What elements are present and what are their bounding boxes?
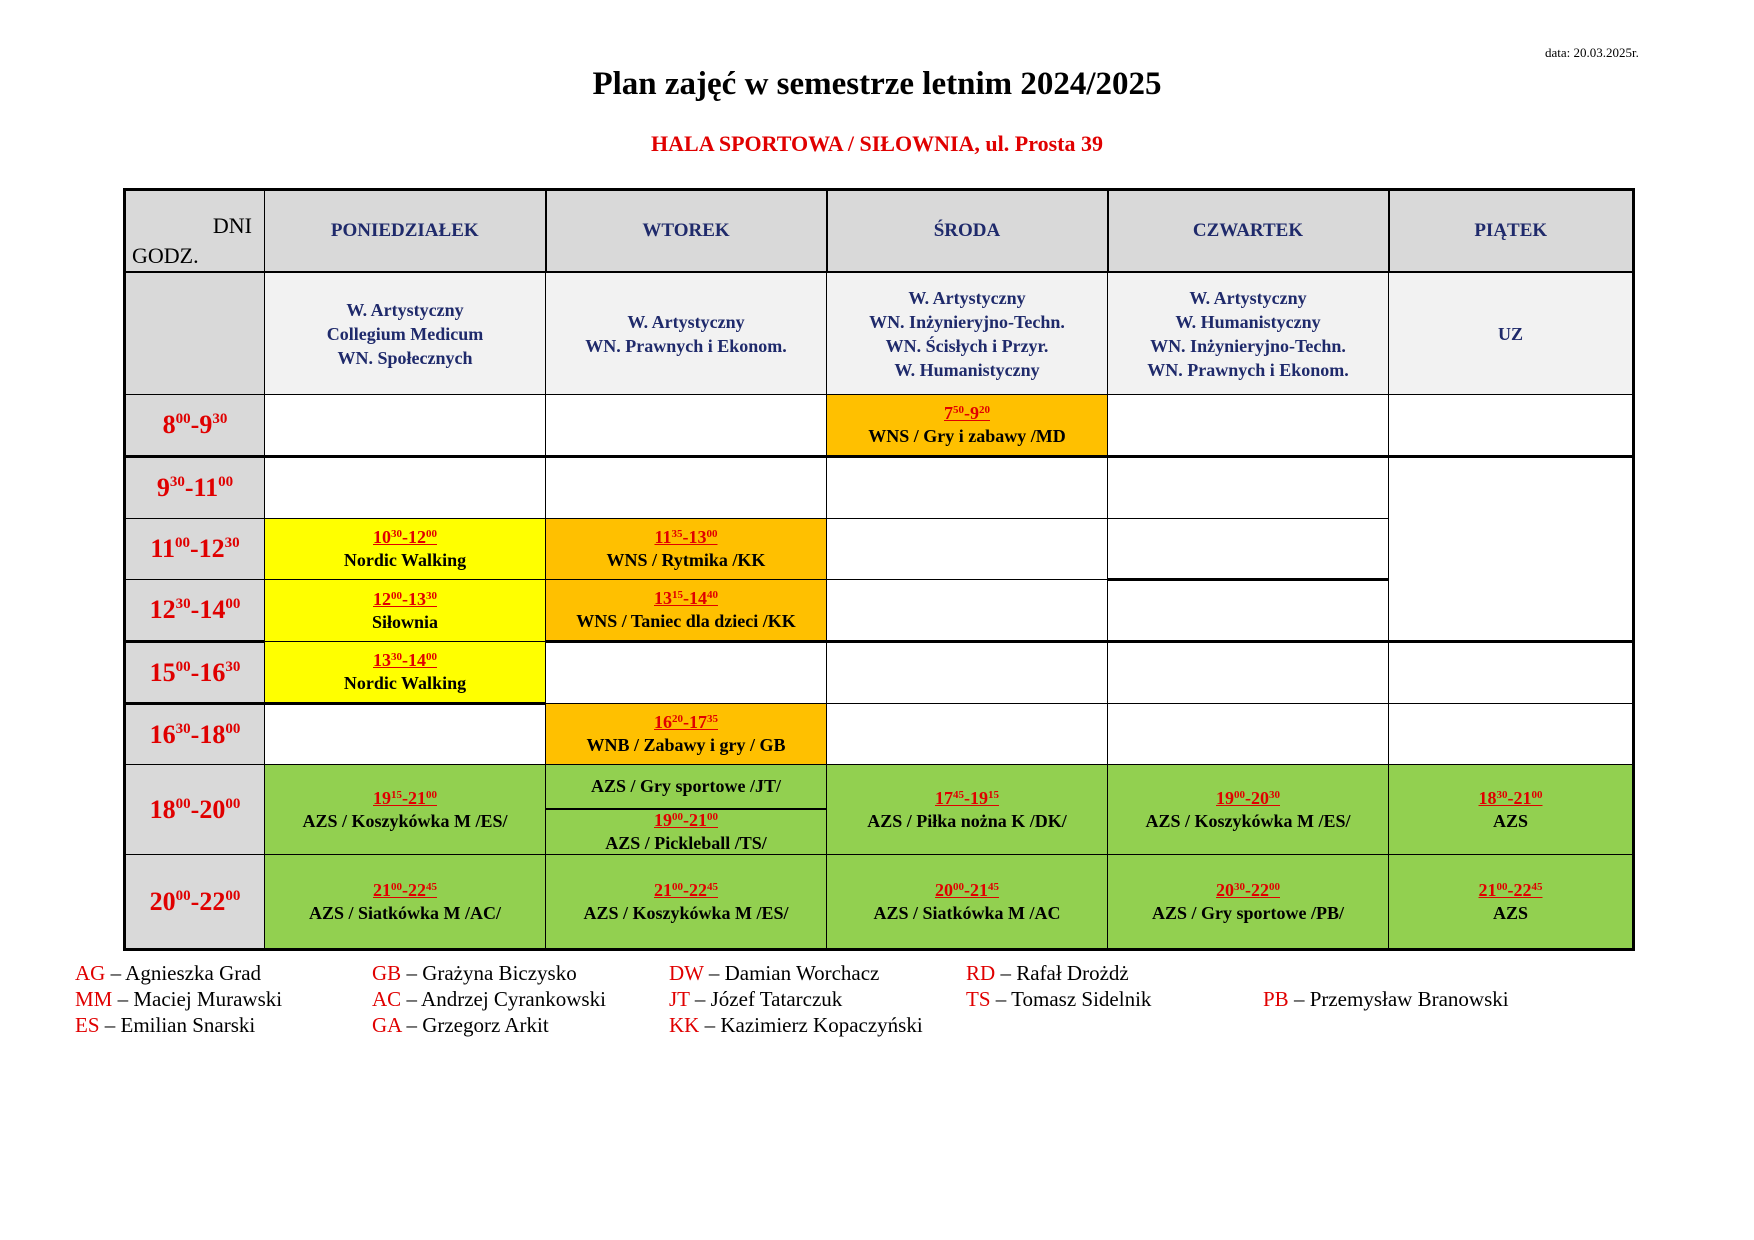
empty-cell [1108, 395, 1389, 457]
legend-item: TS – Tomasz Sidelnik [966, 987, 1152, 1011]
event-label: AZS [1492, 902, 1528, 923]
legend-item: DW – Damian Worchacz [669, 961, 880, 985]
event-cell [827, 855, 1108, 950]
slot-row [125, 855, 1634, 950]
event-time: $10^{30}-12^{00}$ [373, 527, 437, 547]
event-cell [1389, 765, 1634, 855]
event-time: $13^{30}-14^{00}$ [373, 650, 437, 670]
event-cell [546, 580, 827, 642]
legend-item: GB – Grażyna Biczysko [372, 961, 577, 985]
event-cell [265, 519, 546, 580]
event-time: $13^{15}-14^{40}$ [654, 588, 718, 608]
empty-cell [827, 519, 1108, 580]
faculty-friday [1389, 272, 1634, 395]
legend-item: PB – Przemysław Branowski [1263, 987, 1509, 1011]
slot-row [125, 395, 1634, 457]
event-cell [546, 704, 827, 765]
event-cell [265, 765, 546, 855]
slot-row [125, 765, 1634, 810]
legend-column [1263, 986, 1509, 1012]
day-header-row [125, 190, 1634, 273]
legend-column [669, 960, 923, 1038]
empty-cell [1108, 642, 1389, 704]
event-time: $21^{00}-22^{45}$ [373, 879, 437, 900]
empty-cell [1108, 704, 1389, 765]
event-time: $17^{45}-19^{15}$ [935, 787, 999, 808]
event-cell [1108, 855, 1389, 950]
event-time: $7^{50}-9^{20}$ [944, 403, 990, 423]
event-label: Nordic Walking [343, 673, 467, 693]
empty-cell [827, 580, 1108, 642]
event-label: WNB / Zabawy i gry / GB [586, 735, 786, 755]
event-cell [265, 855, 546, 950]
empty-cell [546, 457, 827, 519]
faculty-corner [125, 272, 265, 395]
time-slot-label: $11^{00}-12^{30}$ [125, 519, 265, 580]
corner-hours-label: GODZ. [132, 243, 199, 268]
faculty-line: WN. Prawnych i Ekonom. [1147, 359, 1349, 380]
corner-days-label: DNI [212, 213, 252, 238]
legend-item: RD – Rafał Drożdż [966, 961, 1129, 985]
time-slot-label: $18^{00}-20^{00}$ [125, 765, 265, 855]
faculty-row [125, 272, 1634, 395]
legend-item: AC – Andrzej Cyrankowski [372, 987, 606, 1011]
empty-cell [827, 704, 1108, 765]
legend-item: AG – Agnieszka Grad [75, 961, 262, 985]
document-date: data: 20.03.2025r. [1545, 45, 1639, 60]
empty-cell [827, 642, 1108, 704]
legend-item: MM – Maciej Murawski [75, 987, 283, 1011]
empty-cell [827, 457, 1108, 519]
empty-cell [1108, 457, 1389, 519]
page-subtitle: HALA SPORTOWA / SIŁOWNIA, ul. Prosta 39 [651, 131, 1103, 156]
event-cell [1389, 855, 1634, 950]
faculty-line: WN. Inżynieryjno-Techn. [1150, 335, 1346, 356]
empty-cell [1389, 457, 1634, 642]
event-cell [1108, 765, 1389, 855]
event-cell [546, 519, 827, 580]
event-time: $11^{35}-13^{00}$ [654, 527, 718, 547]
time-slot-label: $16^{30}-18^{00}$ [125, 704, 265, 765]
legend-item: ES – Emilian Snarski [75, 1013, 256, 1037]
empty-cell [265, 704, 546, 765]
day-header-wednesday: ŚRODA [827, 190, 1108, 273]
empty-cell [1389, 395, 1634, 457]
event-label: AZS [1492, 810, 1528, 831]
event-cell [827, 765, 1108, 855]
event-cell [546, 855, 827, 950]
event-label: WNS / Rytmika /KK [606, 550, 766, 570]
day-header-tuesday: WTOREK [546, 190, 827, 273]
faculty-tuesday [546, 272, 827, 395]
time-slot-label: $9^{30}-11^{00}$ [125, 457, 265, 519]
event-cell [546, 765, 827, 810]
faculty-monday [265, 272, 546, 395]
event-label: AZS / Koszykówka M /ES/ [1145, 810, 1351, 831]
event-label: WNS / Gry i zabawy /MD [868, 426, 1066, 446]
event-label: AZS / Koszykówka M /ES/ [583, 902, 789, 923]
faculty-line: W. Artystyczny [908, 287, 1026, 308]
event-time: $21^{00}-22^{45}$ [1478, 879, 1543, 900]
faculty-line: W. Humanistyczny [1175, 311, 1321, 332]
page-title: Plan zajęć w semestrze letnim 2024/2025 [592, 66, 1162, 102]
empty-cell [546, 395, 827, 457]
event-label: Nordic Walking [343, 550, 467, 570]
time-slot-label: $12^{30}-14^{00}$ [125, 580, 265, 642]
slot-row [125, 642, 1634, 704]
event-time: $16^{20}-17^{35}$ [654, 712, 718, 732]
event-label: AZS / Siatkówka M /AC/ [308, 902, 502, 923]
faculty-line: W. Artystyczny [1189, 287, 1307, 308]
faculty-line: WN. Prawnych i Ekonom. [585, 335, 787, 356]
faculty-wednesday [827, 272, 1108, 395]
event-time: $19^{15}-21^{00}$ [373, 787, 437, 808]
event-label: AZS / Gry sportowe /PB/ [1152, 902, 1344, 923]
time-slot-label: $8^{00}-9^{30}$ [125, 395, 265, 457]
event-time: $18^{30}-21^{00}$ [1478, 787, 1543, 808]
empty-cell [1389, 642, 1634, 704]
schedule-table [123, 188, 1635, 951]
event-label: AZS / Koszykówka M /ES/ [302, 810, 508, 831]
slot-row [125, 457, 1634, 519]
event-cell [546, 809, 827, 855]
legend-column [75, 960, 282, 1038]
event-label: AZS / Siatkówka M /AC [873, 902, 1061, 923]
time-slot-label: $15^{00}-16^{30}$ [125, 642, 265, 704]
event-label: AZS / Gry sportowe /JT/ [590, 776, 781, 796]
event-cell [827, 395, 1108, 457]
legend-column [966, 960, 1151, 1012]
legend-item: JT – Józef Tatarczuk [669, 987, 843, 1011]
event-time: $12^{00}-13^{30}$ [373, 588, 437, 609]
event-label: WNS / Taniec dla dzieci /KK [576, 611, 796, 631]
legend-item: GA – Grzegorz Arkit [372, 1013, 549, 1037]
legend-column [372, 960, 606, 1038]
faculty-line: W. Humanistyczny [894, 359, 1040, 380]
empty-cell [1389, 704, 1634, 765]
event-label: AZS / Piłka nożna K /DK/ [867, 810, 1067, 831]
day-header-friday: PIĄTEK [1389, 190, 1634, 273]
legend-item: KK – Kazimierz Kopaczyński [669, 1013, 923, 1037]
faculty-line: WN. Społecznych [337, 347, 473, 368]
day-header-monday: PONIEDZIAŁEK [265, 190, 546, 273]
event-time: $20^{30}-22^{00}$ [1216, 879, 1280, 900]
empty-cell [265, 395, 546, 457]
faculty-line: WN. Ścisłych i Przyr. [885, 335, 1049, 356]
event-time: $19^{00}-21^{00}$ [654, 810, 718, 830]
faculty-line: UZ [1497, 323, 1523, 344]
empty-cell [546, 642, 827, 704]
faculty-line: WN. Inżynieryjno-Techn. [869, 311, 1065, 332]
empty-cell [1108, 519, 1389, 580]
day-header-thursday: CZWARTEK [1108, 190, 1389, 273]
event-time: $21^{00}-22^{45}$ [654, 879, 718, 900]
faculty-line: W. Artystyczny [627, 311, 745, 332]
empty-cell [1108, 580, 1389, 642]
corner-cell [125, 190, 265, 273]
empty-cell [265, 457, 546, 519]
faculty-line: W. Artystyczny [346, 299, 464, 320]
event-time: $20^{00}-21^{45}$ [935, 879, 999, 900]
event-label: AZS / Pickleball /TS/ [605, 833, 767, 853]
event-time: $19^{00}-20^{30}$ [1216, 787, 1280, 808]
event-cell [265, 642, 546, 704]
faculty-line: Collegium Medicum [326, 323, 484, 344]
time-slot-label: $20^{00}-22^{00}$ [125, 855, 265, 950]
event-cell [265, 580, 546, 642]
faculty-thursday [1108, 272, 1389, 395]
slot-row [125, 704, 1634, 765]
event-label: Siłownia [371, 611, 439, 632]
